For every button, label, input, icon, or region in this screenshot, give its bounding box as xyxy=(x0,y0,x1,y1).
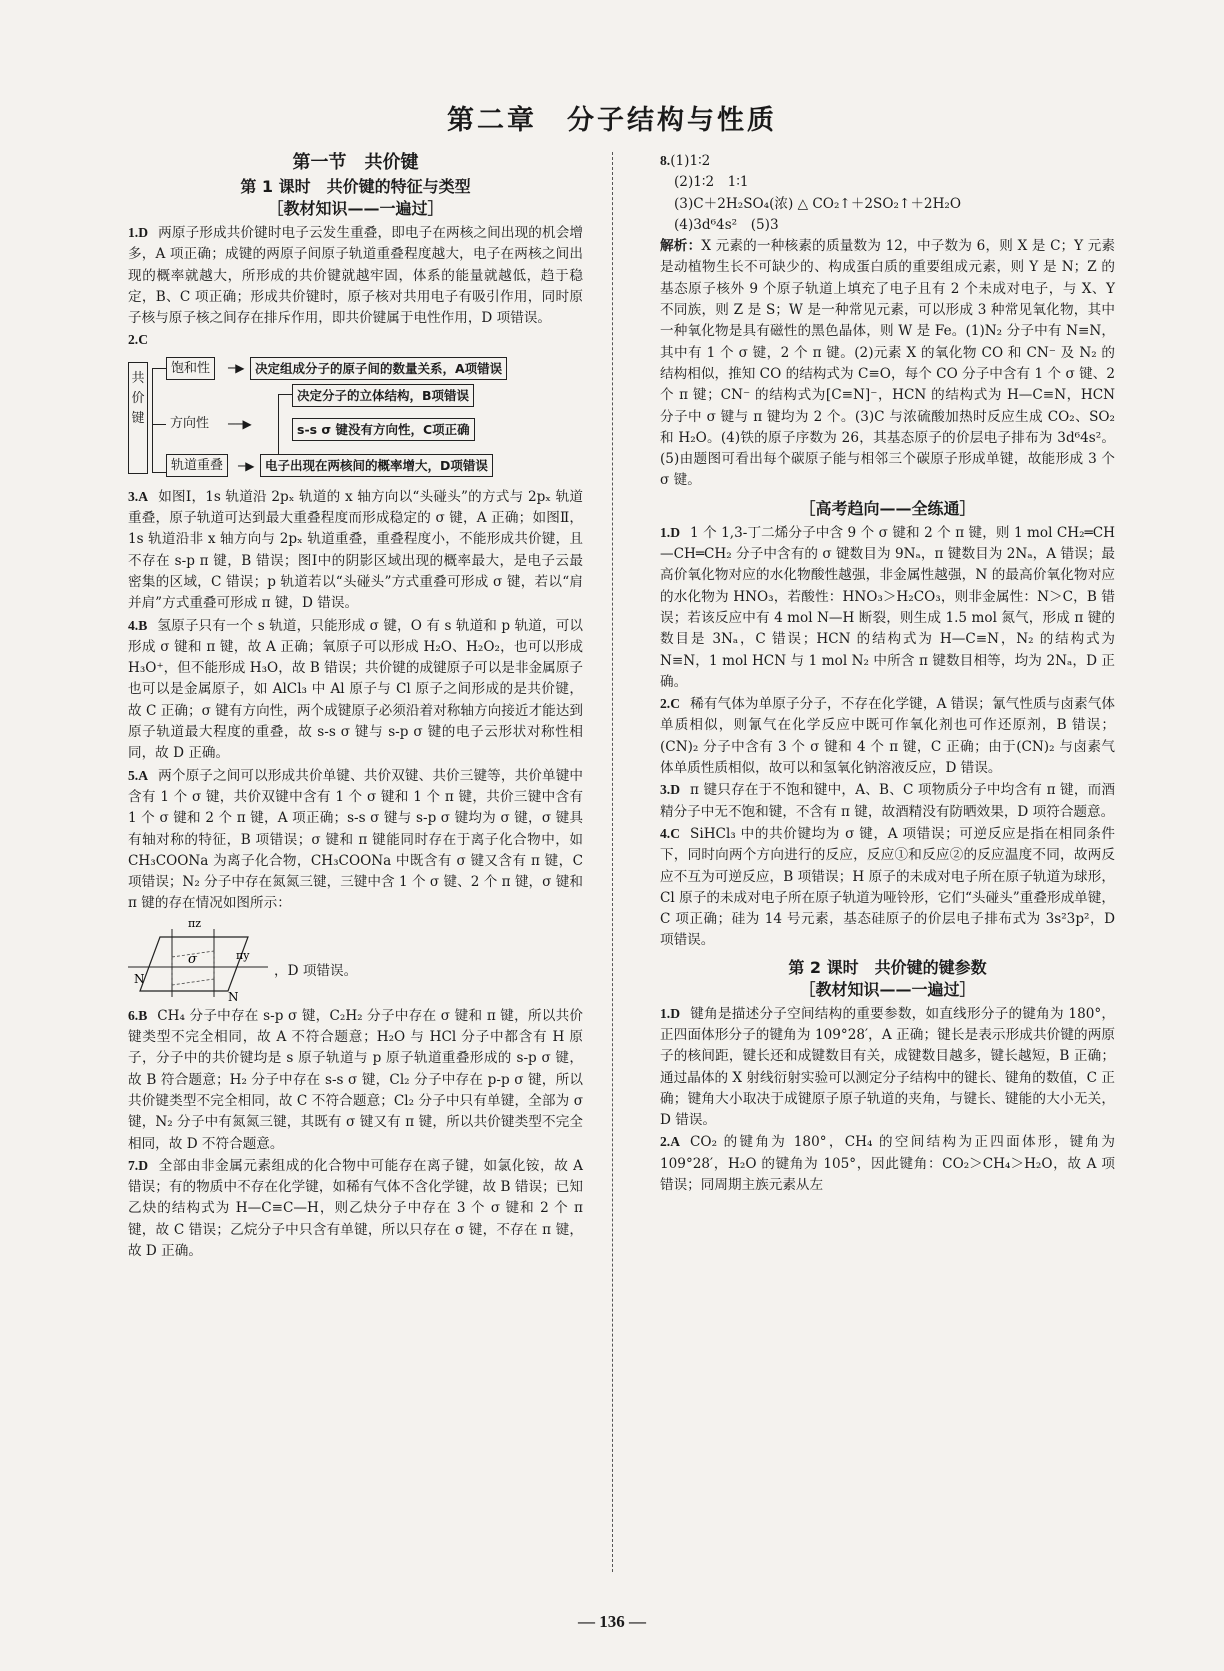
n-left-label: N xyxy=(134,971,145,986)
answer-item: 2.A CO₂ 的键角为 180°，CH₄ 的空间结构为正四面体形，键角为 109°28′，H₂O 的键角为 105°，因此键角：CO₂＞CH₄＞H₂O，故 A 项错误；同周期主族元素从左 xyxy=(660,1134,1115,1194)
bracket-label-3: ［教材知识——一遍过］ xyxy=(799,979,976,999)
sigma-label: σ xyxy=(188,951,197,967)
pi-y-label: πy xyxy=(236,948,250,962)
answer-item: 1.D 1 个 1,3-丁二烯分子中含 9 个 σ 键和 2 个 π 键，则 1 mol CH₂═CH—CH═CH₂ 分子中含有的 σ 键数目为 9Nₐ，π 键数目为 2Nₐ，A 错误；最高价氧化物对应的水化物酸性越强，非金属性越强，N 的最高价氧化物对应的水化物为 HNO₃，若酸性：HNO₃＞H₂CO₃，则非金属性：N＞C，B 错误；若该反应中有 4 mol N—H 断裂，则生成 1.5 mol 氮气，形成 π 键的数目是 3Nₐ，C 错误；HCN 的结构式为 H—C≡N，N₂ 的结构式为 N≡N，1 mol HCN 与 1 mol N₂ 中所含 π 键数目相等，均为 2Nₐ，D 正确。 xyxy=(660,524,1115,690)
answer-item: 2.C 稀有气体为单原子分子，不存在化学键，A 错误；氰气性质与卤素气体单质相似，则氰气在化学反应中既可作氧化剂也可作还原剂，B 错误；(CN)₂ 分子中含有 3 个 σ 键和 4 个 π 键，C 正确；由于(CN)₂ 与卤素气体单质性质相似，故可以和氢氧化钠溶液反应，D 错误。 xyxy=(660,696,1115,777)
lesson-title: 第 1 课时 共价键的特征与类型 xyxy=(240,177,471,196)
column-divider xyxy=(612,152,613,1572)
page-number: — 136 — xyxy=(578,1612,646,1631)
pi-z-label: πz xyxy=(188,916,202,930)
chapter-title: 第二章 分子结构与性质 xyxy=(447,105,777,136)
explanation: 氢原子只有一个 s 轨道，只能形成 σ 键，O 有 s 轨道和 p 轨道，可以形成 σ 键和 π 键，故 A 正确；氧原子可以形成 H₂O、H₂O₂，也可以形成 H₃O⁺，但不能形成 H₃O，故 B 错误；共价键的成键原子可以是非金属原子也可以是金属原子，如 AlCl₃ 中 Al 原子与 Cl 原子之间形成的是共价键，故 C 正确；σ 键有方向性，两个成键原子必须沿着对称轴方向接近才能达到原子轨道最大程度的重叠，故 s-s σ 键与 s-p σ 键的电子云形状对称性相同，故 D 正确。 xyxy=(128,617,583,762)
explanation: 两个原子之间可以形成共价单键、共价双键、共价三键等，共价单键中含有 1 个 σ 键，共价双键中含有 1 个 σ 键和 1 个 π 键，共价三键中含有 1 个 σ 键和 2 个 π 键，A 项正确；s-s σ 键与 s-p σ 键均为 σ 键，σ 键具有轴对称的特征，B 项错误；σ 键和 π 键能同时存在于离子化合物中，如 CH₃COONa 为离子化合物，CH₃COONa 中既含有 σ 键又含有 π 键，C 项错误；N₂ 分子中存在氮氮三键，三键中含 1 个 σ 键、2 个 π 键，σ 键和 π 键的存在情况如图所示： xyxy=(128,767,583,912)
pi-bond-svg xyxy=(128,917,268,1003)
bracket-label-2: ［高考趋向——全练通］ xyxy=(799,498,976,518)
concept-tree-diagram: 共价键 饱和性 ─▶ 决定组成分子的原子间的数量关系，A项错误 方向性 ──▶ 决定分子的立体结构，B项错误 s-s σ 键没有方向性，C项正确 轨道重叠 ─▶ 电子出现在两核间的概率增大，D项错误 xyxy=(128,354,583,482)
tree-direction-note2: s-s σ 键没有方向性，C项正确 xyxy=(292,418,475,441)
answer-item: 1.D 键角是描述分子空间结构的重要参数，如直线形分子的键角为 180°，正四面体形分子的键角为 109°28′，A 正确；键长是表示形成共价键的两原子的核间距，键长还和成键数目有关，成键数目越多，键长越短，B 正确；通过晶体的 X 射线衍射实验可以测定分子结构中的键长、键角的数值，C 正确；键角大小取决于成键原子原子轨道的夹角，与键长、键能的大小无关，D 错误。 xyxy=(660,1005,1115,1129)
analysis-label: 解析： xyxy=(660,238,702,255)
figure-caption: ，D 项错误。 xyxy=(274,962,358,979)
analysis: X 元素的一种核素的质量数为 12，中子数为 6，则 X 是 C；Y 元素是动植物生长不可缺少的、构成蛋白质的重要组成元素，则 Y 是 N；Z 的基态原子核外 9 个原子轨道上填充了电子且有 2 个未成对电子，与 X、Y 不同族，则 Z 是 S；W 是一种常见元素，可以形成 3 种常见氧化物，其中一种氧化物是具有磁性的黑色晶体，则 W 是 Fe。(1)N₂ 分子中有 N≡N，其中有 1 个 σ 键，2 个 π 键。(2)元素 X 的氧化物 CO 和 CN⁻ 及 N₂ 的结构相似，推知 CO 的结构式为 C≡O，每个 CO 分子中含有 1 个 σ 键、2 个 π 键；CN⁻ 的结构式为[C≡N]⁻，HCN 的结构式为 H—C≡N，HCN 分子中 σ 键与 π 键均为 2 个。(3)C 与浓硫酸加热时反应生成 CO₂、SO₂ 和 H₂O。(4)铁的原子序数为 26，其基态原子的价层电子排布为 3d⁶4s²。(5)由题图可看出每个碳原子能与相邻三个碳原子形成单键，故能形成 3 个 σ 键。 xyxy=(660,238,1115,489)
explanation: 全部由非金属元素组成的化合物中可能存在离子键，如氯化铵，故 A 错误；有的物质中不存在化学键，如稀有气体不含化学键，故 B 错误；已知乙炔的结构式为 H—C≡C—H，则乙炔分子中存在 3 个 σ 键和 2 个 π 键，故 C 错误；乙烷分子中只含有单键，所以只存在 σ 键，不存在 π 键，故 D 正确。 xyxy=(128,1157,583,1259)
answer-item: 1.D 两原子形成共价键时电子云发生重叠，即电子在两核之间出现的机会增多，A 项正确；成键的两原子间原子轨道重叠程度越大，电子在两核之间出现的概率就越大，所形成的共价键就越牢固，体系的能量就越低，趋于稳定，B、C 项正确；形成共价键时，原子核对共用电子有吸引作用，同时原子核与原子核之间存在排斥作用，即共价键属于电性作用，D 项错误。 xyxy=(128,225,583,327)
tree-saturation: 饱和性 xyxy=(166,357,215,380)
answer-item: 3.A 如图Ⅰ，1s 轨道沿 2pₓ 轨道的 x 轴方向以“头碰头”的方式与 2pₓ 轨道重叠，原子轨道可达到最大重叠程度而形成稳定的 σ 键，A 正确；如图Ⅱ，1s 轨道沿非 x 轴方向与 2pₓ 轨道重叠，重叠程度小，不能形成共价键，且不存在 s-p π 键，B 错误；图Ⅰ中的阴影区域出现的概率最大，是电子云最密集的区域，C 错误；p 轨道若以“头碰头”方式重叠可形成 σ 键，若以“肩并肩”方式重叠可形成 π 键，D 错误。 xyxy=(128,488,583,612)
lesson2-title: 第 2 课时 共价键的键参数 xyxy=(788,957,987,977)
answer-item: 7.D 全部由非金属元素组成的化合物中可能存在离子键，如氯化铵，故 A 错误；有的物质中不存在化学键，如稀有气体不含化学键，故 B 错误；已知乙炔的结构式为 H—C≡C—H，则乙炔分子中存在 3 个 σ 键和 2 个 π 键，故 C 错误；乙烷分子中只含有单键，所以只存在 σ 键，不存在 π 键，故 D 正确。 xyxy=(128,1157,583,1259)
tree-direction: 方向性 xyxy=(166,413,213,434)
tree-direction-note1: 决定分子的立体结构，B项错误 xyxy=(292,384,474,407)
explanation: 两原子形成共价键时电子云发生重叠，即电子在两核之间出现的机会增多，A 项正确；成键的两原子间原子轨道重叠程度越大，电子在两核之间出现的概率就越大，所形成的共价键就越牢固，体系的能量就越低，趋于稳定，B、C 项正确；形成共价键时，原子核对共用电子有吸引作用，同时原子核与原子核之间存在排斥作用，即共价键属于电性作用，D 项错误。 xyxy=(128,225,583,327)
tree-overlap-note: 电子出现在两核间的概率增大，D项错误 xyxy=(260,454,493,477)
answer-item: 6.B CH₄ 分子中存在 s-p σ 键，C₂H₂ 分子中存在 σ 键和 π 键，所以共价键类型不完全相同，故 A 不符合题意；H₂O 与 HCl 分子中都含有 H 原子，分子中的共价键均是 s 原子轨道与 p 原子轨道重叠形成的 s-p σ 键，故 B 符合题意；H₂ 分子中存在 s-s σ 键，Cl₂ 分子中存在 p-p σ 键，所以共价键类型不完全相同，故 C 不符合题意；Cl₂ 分子中只有单键，全部为 σ 键，N₂ 分子中有氮氮三键，其既有 σ 键又有 π 键，所以共价键类型不完全相同，故 D 不符合题意。 xyxy=(128,1007,583,1152)
n-right-label: N xyxy=(228,989,239,1003)
bracket-label: ［教材知识——一遍过］ xyxy=(267,199,444,218)
explanation: 如图Ⅰ，1s 轨道沿 2pₓ 轨道的 x 轴方向以“头碰头”的方式与 2pₓ 轨道重叠，原子轨道可达到最大重叠程度而形成稳定的 σ 键，A 正确；如图Ⅱ，1s 轨道沿非 x 轴方向与 2pₓ 轨道重叠，重叠程度小，不能形成共价键，且不存在 s-p π 键，B 错误；图Ⅰ中的阴影区域出现的概率最大，是电子云最密集的区域，C 错误；p 轨道若以“头碰头”方式重叠可形成 σ 键，若以“肩并肩”方式重叠可形成 π 键，D 错误。 xyxy=(128,488,583,612)
answer-item-8: 8.(1)1∶2 (2)1∶2 1∶1 (3)C＋2H₂SO₄(浓) △ CO₂↑＋2SO₂↑＋2H₂O (4)3d⁶4s² (5)3 解析：X 元素的一种核素的质量数为 12，中子数为 6，则 X 是 C；Y 元素是动植物生长不可缺少的、构成蛋白质的重要组成元素，则 Y 是 N；Z 的基态原子核外 9 个原子轨道上填充了电子且有 2 个未成对电子，与 X、Y 不同族，则 Z 是 S；W 是一种常见元素，可以形成 3 种常见氧化物，其中一种氧化物是具有磁性的黑色晶体，则 W 是 Fe。(1)N₂ 分子中有 N≡N，其中有 1 个 σ 键，2 个 π 键。(2)元素 X 的氧化物 CO 和 CN⁻ 及 N₂ 的结构相似，推知 CO 的结构式为 C≡O，每个 CO 分子中含有 1 个 σ 键、2 个 π 键；CN⁻ 的结构式为[C≡N]⁻，HCN 的结构式为 H—C≡N，HCN 分子中 σ 键与 π 键均为 2 个。(3)C 与浓硫酸加热时反应生成 CO₂、SO₂ 和 H₂O。(4)铁的原子序数为 26，其基态原子的价层电子排布为 3d⁶4s²。(5)由题图可看出每个碳原子能与相邻三个碳原子形成单键，故能形成 3 个 σ 键。 xyxy=(660,153,1115,489)
section-title: 第一节 共价键 xyxy=(292,152,419,173)
right-column xyxy=(660,150,1115,1196)
answer-item: 4.B 氢原子只有一个 s 轨道，只能形成 σ 键，O 有 s 轨道和 p 轨道，可以形成 σ 键和 π 键，故 A 正确；氧原子可以形成 H₂O、H₂O₂，也可以形成 H₃O⁺，但不能形成 H₃O，故 B 错误；共价键的成键原子可以是非金属原子也可以是金属原子，如 AlCl₃ 中 Al 原子与 Cl 原子之间形成的是共价键，故 C 正确；σ 键有方向性，两个成键原子必须沿着对称轴方向接近才能达到原子轨道最大程度的重叠，故 s-s σ 键与 s-p σ 键的电子云形状对称性相同，故 D 正确。 xyxy=(128,617,583,762)
pi-bond-figure xyxy=(128,917,583,1003)
tree-saturation-note: 决定组成分子的原子间的数量关系，A项错误 xyxy=(250,357,507,380)
answer-item: 4.C SiHCl₃ 中的共价键均为 σ 键，A 项错误；可逆反应是指在相同条件下，同时向两个方向进行的反应，反应①和反应②的反应温度不同，故两反应不互为可逆反应，B 项错误；H 原子的未成对电子所在原子轨道为球形，Cl 原子的未成对电子所在原子轨道为哑铃形，它们“头碰头”重叠形成单键，C 项正确；硅为 14 号元素，基态硅原子的价层电子排布式为 3s²3p²，D 项错误。 xyxy=(660,825,1115,949)
answer-item: 3.D π 键只存在于不饱和键中，A、B、C 项物质分子中均含有 π 键，而酒精分子中无不饱和键，不含有 π 键，故酒精没有防晒效果，D 项符合题意。 xyxy=(660,782,1115,820)
answer-item: 2.C xyxy=(128,332,149,348)
left-column xyxy=(128,150,583,1262)
tree-overlap: 轨道重叠 xyxy=(166,454,228,477)
tree-root: 共价键 xyxy=(128,362,148,474)
answer-item: 5.A 两个原子之间可以形成共价单键、共价双键、共价三键等，共价单键中含有 1 个 σ 键，共价双键中含有 1 个 σ 键和 1 个 π 键，共价三键中含有 1 个 σ 键和 2 个 π 键，A 项正确；s-s σ 键与 s-p σ 键均为 σ 键，σ 键具有轴对称的特征，B 项错误；σ 键和 π 键能同时存在于离子化合物中，如 CH₃COONa 为离子化合物，CH₃COONa 中既含有 σ 键又含有 π 键，C 项错误；N₂ 分子中存在氮氮三键，三键中含 1 个 σ 键、2 个 π 键，σ 键和 π 键的存在情况如图所示： xyxy=(128,767,583,912)
explanation: CH₄ 分子中存在 s-p σ 键，C₂H₂ 分子中存在 σ 键和 π 键，所以共价键类型不完全相同，故 A 不符合题意；H₂O 与 HCl 分子中都含有 H 原子，分子中的共价键均是 s 原子轨道与 p 原子轨道重叠形成的 s-p σ 键，故 B 符合题意；H₂ 分子中存在 s-s σ 键，Cl₂ 分子中存在 p-p σ 键，所以共价键类型不完全相同，故 C 不符合题意；Cl₂ 分子中只有单键，全部为 σ 键，N₂ 分子中有氮氮三键，其既有 σ 键又有 π 键，所以共价键类型不完全相同，故 D 不符合题意。 xyxy=(128,1007,583,1152)
